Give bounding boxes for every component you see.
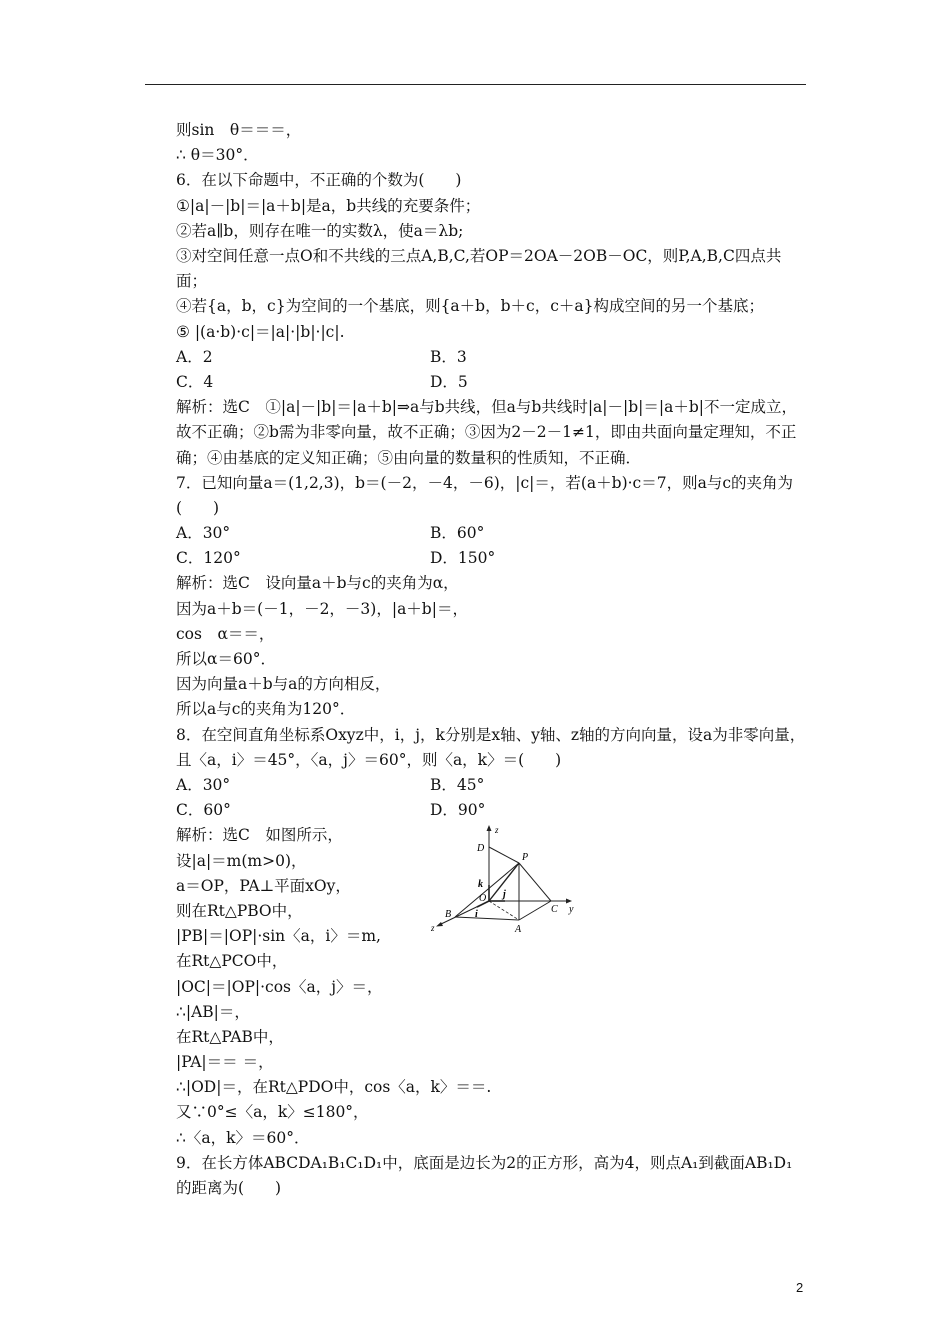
- question-6-stem: 6．在以下命题中，不正确的个数为( ): [176, 171, 462, 190]
- question-9-stem: 9．在长方体ABCDA₁B₁C₁D₁中，底面是边长为2的正方形，高为4，则点A₁到截面AB₁D₁的距离为( ): [176, 1153, 793, 1198]
- option-b: B．60°: [430, 524, 485, 543]
- y-arrow: [566, 899, 572, 904]
- proposition-4: ④若{a，b，c}为空间的一个基底，则{a＋b，b＋c，c＋a}构成空间的另一个基底；: [176, 297, 764, 316]
- label-a: A: [515, 924, 522, 936]
- proposition-2: ②若a∥b，则存在唯一的实数λ，使a＝λb;: [176, 221, 464, 240]
- edge-dp: [489, 847, 519, 863]
- proposition-5: ⑤ |(a·b)·c|＝|a|·|b|·|c|.: [176, 322, 345, 341]
- label-c: C: [551, 904, 558, 916]
- q6-solution: 解析：选C ①|a|－|b|＝|a＋b|⇒a与b共线，但a与b共线时|a|－|b|＝|a＋b|不一定成立，故不正确；②b需为非零向量，故不正确；③因为2－2－1≠1，即由共面向量定理知，不正确；④由基底的定义知正确；⑤由向量的数量积的性质知，不正确．: [176, 398, 797, 467]
- label-d: D: [477, 843, 485, 855]
- q7-options-row-1: [145, 521, 806, 546]
- edge-bp: [455, 863, 519, 917]
- solution-line: 又∵0°≤〈a，k〉≤180°，: [176, 1103, 369, 1122]
- label-k: k: [478, 879, 483, 891]
- option-b: B．3: [430, 347, 467, 366]
- q6-options-row-2: [145, 370, 806, 395]
- q7-options-row-2: [145, 546, 806, 571]
- label-y: y: [569, 904, 574, 916]
- text-line: ∴ θ＝30°．: [176, 146, 259, 165]
- z-arrow: [487, 825, 492, 831]
- option-d: D．5: [430, 372, 468, 391]
- edge-oa: [489, 901, 519, 920]
- solution-line: |OC|＝|OP|·cos〈a，j〉＝，: [176, 977, 383, 996]
- solution-line: cos α＝＝，: [176, 624, 275, 643]
- q8-solution-block: [145, 823, 806, 1150]
- solution-line: 因为向量a＋b与a的方向相反，: [176, 675, 391, 694]
- option-d: D．150°: [430, 549, 496, 568]
- question-7-stem: 7．已知向量a＝(1,2,3)，b＝(－2，－4，－6)，|c|＝，若(a＋b)·c＝7，则a与c的夹角为( ): [176, 473, 794, 517]
- solution-line: 所以α＝60°．: [176, 650, 276, 669]
- x-arrow: [436, 922, 443, 927]
- q8-options-row-1: [145, 773, 806, 798]
- solution-line: a＝OP，PA⊥平面xOy，: [176, 876, 351, 895]
- header-rule: [145, 84, 806, 85]
- solution-line: 在Rt△PCO中，: [176, 952, 288, 971]
- text-line: 则sin θ＝＝＝，: [176, 121, 302, 139]
- question-8-stem: 8．在空间直角坐标系Oxyz中，i，j，k分别是x轴、y轴、z轴的方向向量，设a为非零向量，且〈a，i〉＝45°，〈a，j〉＝60°，则〈a，k〉＝( ): [176, 725, 806, 769]
- option-c: C．120°: [176, 549, 241, 568]
- q6-options-row-1: [145, 345, 806, 370]
- edge-pc: [519, 863, 551, 901]
- option-c: C．60°: [176, 801, 231, 820]
- proposition-1: ①|a|－|b|＝|a＋b|是a，b共线的充要条件；: [176, 196, 481, 215]
- solution-line: ∴〈a，k〉＝60°．: [176, 1128, 310, 1147]
- label-i: i: [475, 909, 478, 921]
- solution-line: |PA|＝＝ ＝，: [176, 1053, 274, 1072]
- page-content: [145, 118, 806, 1201]
- solution-line: 在Rt△PAB中，: [176, 1027, 284, 1046]
- option-d: D．90°: [430, 801, 486, 820]
- edge-ac: [519, 901, 551, 920]
- label-z: z: [495, 825, 499, 836]
- solution-line: 解析：选C 如图所示，: [176, 826, 343, 845]
- solution-line: ∴|OD|＝，在Rt△PDO中，cos〈a，k〉＝＝.: [176, 1078, 492, 1097]
- edge-ab: [455, 917, 519, 920]
- solution-line: ∴|AB|＝，: [176, 1002, 250, 1021]
- proposition-3: ③对空间任意一点O和不共线的三点A,B,C,若OP＝2OA－2OB－OC，则P,A,B,C四点共面；: [176, 246, 782, 291]
- label-o: O: [479, 893, 487, 905]
- solution-line: |PB|＝|OP|·sin〈a，i〉＝m,: [176, 927, 381, 946]
- label-j: j: [503, 889, 506, 901]
- page-number: 2: [796, 1280, 804, 1295]
- label-b: B: [445, 909, 452, 921]
- solution-line: 所以a与c的夹角为120°．: [176, 700, 356, 719]
- option-a: A．2: [176, 347, 213, 366]
- q8-options-row-2: [145, 798, 806, 823]
- label-x-axis: z: [431, 923, 435, 934]
- solution-line: 因为a＋b＝(－1，－2，－3)，|a＋b|＝，: [176, 599, 468, 618]
- solution-line: 解析：选C 设向量a＋b与c的夹角为α，: [176, 574, 459, 593]
- option-a: A．30°: [176, 776, 231, 795]
- solution-line: 则在Rt△PBO中，: [176, 901, 303, 920]
- option-c: C．4: [176, 372, 214, 391]
- label-p: P: [522, 852, 529, 864]
- solution-line: 设|a|＝m(m>0)，: [176, 851, 307, 870]
- coordinate-figure: [429, 823, 589, 943]
- option-b: B．45°: [430, 776, 485, 795]
- option-a: A．30°: [176, 524, 231, 543]
